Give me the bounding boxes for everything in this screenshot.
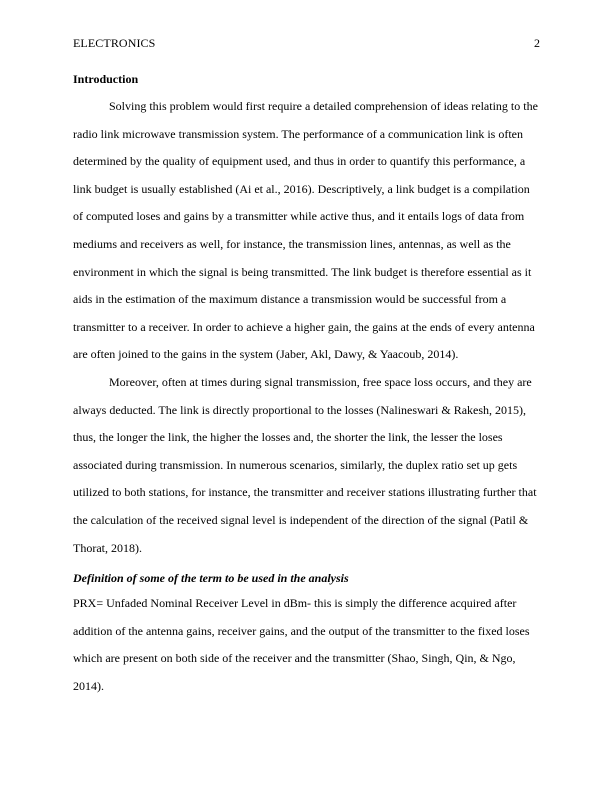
text-line: the calculation of the received signal level is independent of the direction of the signal (Patil &: [73, 512, 529, 527]
text-line: aids in the estimation of the maximum distance a transmission would be successful from a: [73, 292, 507, 307]
text-line: environment in which the signal is being transmitted. The link budget is therefore essential as it: [73, 264, 532, 279]
text-line: Solving this problem would first require a detailed comprehension of ideas relating to the: [109, 99, 538, 113]
paragraph-intro: [73, 98, 543, 374]
text-line: always deducted. The link is directly proportional to the losses (Nalineswari & Rakesh, 2015),: [73, 402, 527, 417]
text-line: associated during transmission. In numerous scenarios, similarly, the duplex ratio set up gets: [73, 457, 518, 472]
page-number: 2: [534, 36, 540, 50]
section-heading-introduction: Introduction: [73, 72, 139, 86]
text-line: mediums and receivers as well, for instance, the transmission lines, antennas, as well as the: [73, 236, 511, 251]
text-line: which are present on both side of the receiver and the transmitter (Shao, Singh, Qin, & Ngo,: [73, 651, 516, 666]
text-line: addition of the antenna gains, receiver gains, and the output of the transmitter to the fixed loses: [73, 623, 530, 638]
text-line: PRX= Unfaded Nominal Receiver Level in dBm- this is simply the difference acquired after: [73, 596, 517, 611]
section-heading-definitions: Definition of some of the term to be used in the analysis: [73, 571, 349, 586]
text-line: are often joined to the gains in the system (Jaber, Akl, Dawy, & Yaacoub, 2014).: [73, 347, 459, 362]
text-line: radio link microwave transmission system. The performance of a communication link is often: [73, 126, 523, 141]
text-line: link budget is usually established (Ai et al., 2016). Descriptively, a link budget is a compilation: [73, 181, 530, 196]
running-head: ELECTRONICS: [73, 36, 156, 50]
paragraph-prx-definition: [73, 595, 543, 705]
text-line: Moreover, often at times during signal transmission, free space loss occurs, and they are: [109, 374, 532, 389]
text-line: determined by the quality of equipment used, and thus in order to quantify this performance, a: [73, 154, 526, 169]
text-line: of computed loses and gains by a transmitter while active thus, and it entails logs of data from: [73, 209, 525, 224]
paragraph-losses: [73, 374, 543, 567]
document-body: [73, 71, 543, 705]
text-line: 2014).: [73, 678, 104, 693]
text-line: utilized to both stations, for instance, the transmitter and receiver stations illustrating further that: [73, 485, 537, 500]
text-line: transmitter to a receiver. In order to achieve a higher gain, the gains at the ends of every antenna: [73, 319, 535, 334]
text-line: thus, the longer the link, the higher the losses and, the shorter the link, the lesser the loses: [73, 430, 503, 445]
text-line: Thorat, 2018).: [73, 540, 142, 555]
